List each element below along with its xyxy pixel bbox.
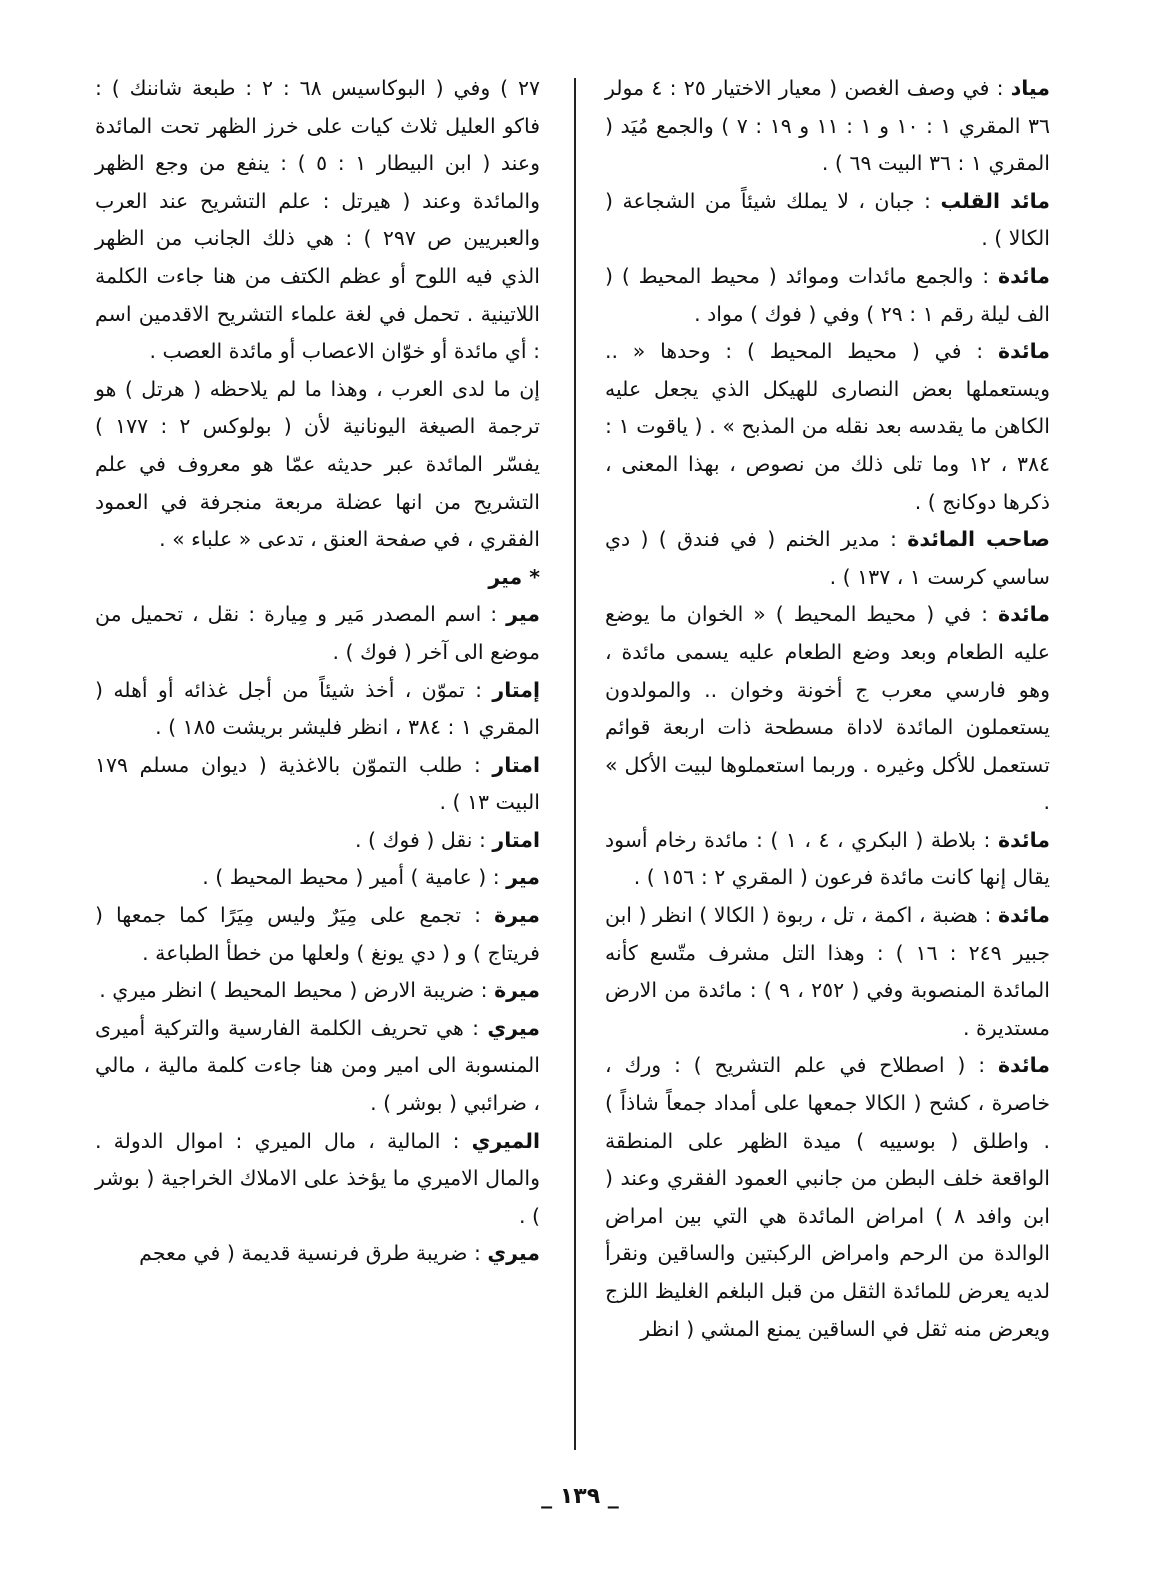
dictionary-entry bbox=[95, 859, 540, 897]
entry-headword: ميرة bbox=[494, 903, 540, 928]
entry-text: : اسم المصدر مَير و مِيارة : نقل ، تحميل من موضع الى آخر ( فوك ) . bbox=[95, 602, 540, 664]
entry-text: : ضريبة طرق فرنسية قديمة ( في معجم bbox=[139, 1241, 481, 1266]
left-column bbox=[95, 70, 540, 1273]
entry-headword: مائدة bbox=[997, 903, 1050, 928]
dictionary-entry bbox=[605, 70, 1050, 183]
dictionary-entry bbox=[605, 258, 1050, 333]
entry-headword: * مير bbox=[488, 564, 540, 589]
entry-text: : في ( محيط المحيط ) « الخوان ما يوضع عليه الطعام وبعد وضع الطعام عليه يسمى مائدة ، وهو فارسي معرب ج أخونة وخوان .. والمولدون يستعملون المائدة لاداة مسطحة ذات اربعة قوائم تستعمل للأكل وغيره . وربما استعملوها لبيت الأكل » . bbox=[605, 602, 1050, 815]
entry-headword: ميرة bbox=[494, 978, 540, 1003]
entry-text: : جبان ، لا يملك شيئاً من الشجاعة ( الكالا ) . bbox=[605, 188, 1050, 251]
dictionary-entry bbox=[95, 672, 540, 747]
entry-text: : تموّن ، أخذ شيئاً من أجل غذائه أو أهله ( المقري ١ : ٣٨٤ ، انظر فليشر بريشت ١٨٥ ) . bbox=[95, 677, 540, 740]
dictionary-entry bbox=[95, 747, 540, 822]
entry-headword: مائدة bbox=[997, 339, 1050, 364]
entry-headword: ميري bbox=[487, 1015, 540, 1040]
dictionary-entry bbox=[95, 371, 540, 559]
entry-text: : ضريبة الارض ( محيط المحيط ) انظر ميري . bbox=[99, 978, 488, 1003]
entry-headword: الميري bbox=[471, 1128, 540, 1153]
entry-text: : في وصف الغصن ( معيار الاختيار ٢٥ : ٤ مولر ٣٦ المقري ١ : ١٠ و ١ : ١١ و ١٩ : ٧ ) والجمع مُيَد ( المقري ١ : ٣٦ البيت ٦٩ ) . bbox=[605, 76, 1050, 176]
right-column bbox=[605, 70, 1050, 1348]
entry-headword: مائد القلب bbox=[940, 188, 1050, 213]
dictionary-entry bbox=[95, 1235, 540, 1273]
entry-headword: امتار bbox=[492, 752, 540, 777]
dictionary-entry bbox=[605, 596, 1050, 822]
entry-text: : هي تحريف الكلمة الفارسية والتركية أميرى المنسوبة الى امير ومن هنا جاءت كلمة مالية ، مالي ، ضرائبي ( بوشر ) . bbox=[95, 1015, 540, 1116]
dictionary-entry bbox=[605, 822, 1050, 897]
entry-text: : نقل ( فوك ) . bbox=[354, 827, 486, 852]
entry-headword: إمتار bbox=[492, 677, 540, 702]
dictionary-entry bbox=[95, 70, 540, 371]
entry-headword: مير bbox=[506, 865, 540, 890]
dictionary-entry bbox=[95, 596, 540, 671]
entry-headword: مائدة bbox=[997, 827, 1050, 852]
entry-headword: ميري bbox=[487, 1241, 540, 1266]
entry-headword: مائدة bbox=[997, 1053, 1050, 1078]
entry-headword: مير bbox=[506, 602, 540, 627]
entry-text: : طلب التموّن بالاغذية ( ديوان مسلم ١٧٩ البيت ١٣ ) . bbox=[95, 752, 540, 815]
entry-text: : بلاطة ( البكري ، ٤ ، ١ ) : مائدة رخام أسود يقال إنها كانت مائدة فرعون ( المقري ٢ : ١٥٦ ) . bbox=[605, 827, 1050, 890]
dictionary-entry bbox=[95, 559, 540, 597]
dictionary-entry bbox=[605, 897, 1050, 1047]
dictionary-entry bbox=[95, 822, 540, 860]
entry-headword: صاحب المائدة bbox=[907, 527, 1050, 552]
column-divider bbox=[574, 78, 576, 1450]
entry-text: : هضبة ، اكمة ، تل ، ربوة ( الكالا ) انظر ( ابن جبير ٢٤٩ : ١٦ ) : وهذا التل مشرف متّسع كأنه المائدة المنصوبة وفي ( ٢٥٢ ، ٩ ) : مائدة من الارض مستديرة . bbox=[605, 903, 1050, 1040]
dictionary-entry bbox=[95, 1123, 540, 1236]
entry-text: : المالية ، مال الميري : اموال الدولة . والمال الاميري ما يؤخذ على الاملاك الخراجية ( بوشر ) . bbox=[95, 1128, 540, 1228]
dictionary-entry bbox=[605, 183, 1050, 258]
dictionary-entry bbox=[95, 1010, 540, 1123]
entry-headword: مائدة bbox=[997, 263, 1050, 288]
entry-text: : ( اصطلاح في علم التشريح ) : ورك ، خاصرة ، كشح ( الكالا جمعها على أمداد جمعاً شاذاً ) . واطلق ( بوسييه ) ميدة الظهر على المنطقة الواقعة خلف البطن من جانبي العمود الفقري وعند ( ابن وافد ٨ ) امراض المائدة هي التي بين امراض الوالدة من الرحم وامراض الركبتين والساقين ونقرأ لديه يعرض للمائدة الثقل من قبل البلغم الغليظ اللزج ويعرض منه ثقل في الساقين يمنع المشي ( انظر bbox=[605, 1053, 1050, 1341]
page-number: _ ١٣٩ _ bbox=[541, 1484, 619, 1509]
entry-headword: امتار bbox=[492, 827, 540, 852]
dictionary-entry bbox=[605, 333, 1050, 521]
entry-text: : مدير الخنم ( في فندق ) ( دي ساسي كرست ١ ، ١٣٧ ) . bbox=[605, 527, 1050, 589]
entry-text: : ( عامية ) أمير ( محيط المحيط ) . bbox=[202, 865, 500, 890]
entry-headword: مائدة bbox=[997, 602, 1050, 627]
entry-text: : تجمع على مِيَرٌ وليس مِيَرًا كما جمعها ( فريتاج ) و ( دي يونغ ) ولعلها من خطأ الطباعة . bbox=[95, 903, 540, 965]
dictionary-entry bbox=[605, 521, 1050, 596]
entry-headword: مياد bbox=[1010, 76, 1050, 100]
entry-text: إن ما لدى العرب ، وهذا ما لم يلاحظه ( هرتل ) هو ترجمة الصيغة اليونانية لأن ( بولوكس ٢ : ١٧٧ ) يفسّر المائدة عبر حديثه عمّا هو معروف في علم التشريح من انها عضلة مربعة منجرفة في العمود الفقري ، في صفحة العنق ، تدعى « علباء » . bbox=[95, 376, 540, 552]
dictionary-entry bbox=[95, 897, 540, 972]
entry-text: : والجمع مائدات وموائد ( محيط المحيط ) ( الف ليلة رقم ١ : ٢٩ ) وفي ( فوك ) مواد . bbox=[605, 263, 1050, 326]
dictionary-entry bbox=[95, 972, 540, 1010]
entry-text: : في ( محيط المحيط ) : وحدها « .. ويستعملها بعض النصارى للهيكل الذي يجعل عليه الكاهن ما يقدسه بعد نقله من المذبح » . ( ياقوت ١ : ٣٨٤ ، ١٢ وما تلى ذلك من نصوص ، بهذا المعنى ، ذكرها دوكانج ) . bbox=[605, 339, 1050, 514]
entry-text: ٢٧ ) وفي ( البوكاسيس ٦٨ : ٢ : طبعة شاننك ) : فاكو العليل ثلاث كيات على خرز الظهر تحت المائدة وعند ( ابن البيطار ١ : ٥ ) : ينفع من وجع الظهر والمائدة وعند ( هيرتل : علم التشريح عند العرب والعبريين ص ٢٩٧ ) : هي ذلك الجانب من الظهر الذي فيه اللوح أو عظم الكتف من هنا جاءت الكلمة اللاتينية . تحمل في لغة علماء التشريح الاقدمين اسم : أي مائدة أو خوّان الاعصاب أو مائدة العصب . bbox=[95, 76, 540, 364]
dictionary-entry bbox=[605, 1047, 1050, 1348]
